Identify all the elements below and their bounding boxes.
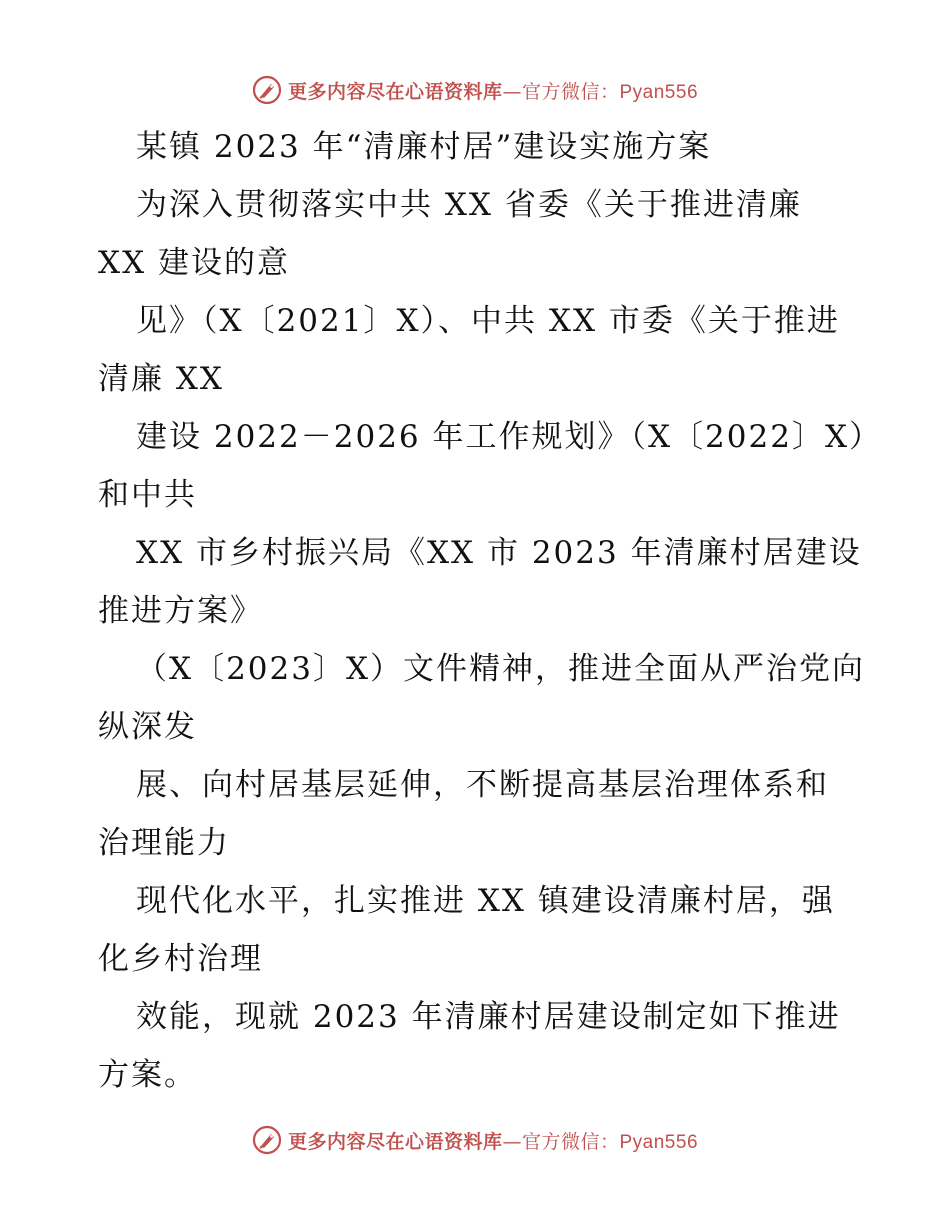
watermark-wechat-id: Pyan556 <box>619 81 699 103</box>
watermark-label: 官方微信： <box>521 1130 620 1153</box>
paragraph-line: 见》（X〔2021〕X）、中共 XX 市委《关于推进 <box>136 303 840 339</box>
paragraph-line: 和中共 <box>98 477 197 513</box>
watermark-label: 官方微信： <box>521 80 620 103</box>
paragraph-line: 为深入贯彻落实中共 XX 省委《关于推进清廉 <box>136 187 802 223</box>
watermark-main: 更多内容尽在心语资料库 <box>287 1130 503 1153</box>
paragraph-line: 效能，现就 2023 年清廉村居建设制定如下推进 <box>136 999 841 1035</box>
paragraph-line: 推进方案》 <box>98 593 263 629</box>
watermark-main: 更多内容尽在心语资料库 <box>287 80 503 103</box>
pen-nib-logo-icon <box>252 75 282 105</box>
paragraph-line: 清廉 XX <box>98 361 224 397</box>
watermark-separator: — <box>502 80 522 103</box>
watermark-wechat-id: Pyan556 <box>619 1131 699 1153</box>
paragraph-line: 方案。 <box>98 1057 197 1093</box>
paragraph-line: 化乡村治理 <box>98 941 263 977</box>
document-title: 某镇 2023 年“清廉村居”建设实施方案 <box>136 129 712 165</box>
paragraph-line: 展、向村居基层延伸，不断提高基层治理体系和 <box>136 767 829 803</box>
paragraph-line: 纵深发 <box>98 709 197 745</box>
watermark-separator: — <box>502 1130 522 1153</box>
paragraph-line: 建设 2022－2026 年工作规划》（X〔2022〕X） <box>136 419 883 455</box>
paragraph-line: 治理能力 <box>98 825 230 861</box>
paragraph-line: XX 建设的意 <box>98 245 290 281</box>
paragraph-line: 现代化水平，扎实推进 XX 镇建设清廉村居，强 <box>136 883 835 919</box>
watermark-text <box>288 1127 698 1154</box>
watermark-text <box>288 77 698 104</box>
paragraph-line: XX 市乡村振兴局《XX 市 2023 年清廉村居建设 <box>136 535 862 571</box>
footer-watermark <box>0 1122 950 1158</box>
document-body <box>98 118 883 1104</box>
pen-nib-logo-icon <box>252 1125 282 1155</box>
header-watermark <box>0 72 950 108</box>
paragraph-line: （X〔2023〕X）文件精神，推进全面从严治党向 <box>136 651 866 687</box>
